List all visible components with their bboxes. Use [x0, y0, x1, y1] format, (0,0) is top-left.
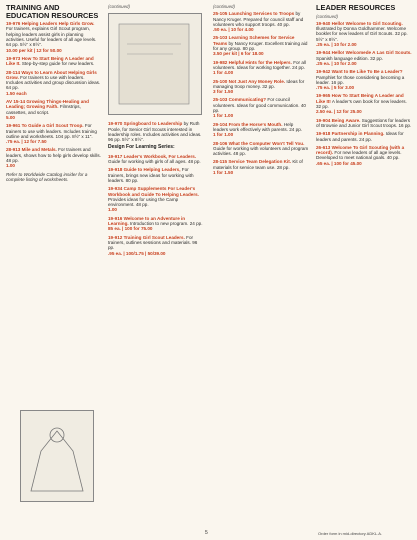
item-code: 19-934 — [108, 186, 123, 192]
catalog-item — [108, 186, 204, 212]
item-title: Mile and Metals. — [21, 147, 57, 153]
item-price: 1 for 1.50 — [213, 170, 234, 176]
item-description: Spanish language edition. 32 pp. — [316, 55, 383, 61]
item-price: .50 ea. | 10 for 4.00 — [213, 27, 254, 33]
column-leader-resources — [316, 4, 412, 169]
catalog-item — [6, 147, 102, 168]
item-code: 28-106 — [213, 140, 228, 146]
item-description: Filmstrips, cassettes, and script. — [6, 104, 81, 115]
item-code: 19-944 — [316, 50, 331, 56]
item-description: Introduction to new program. 24 pp. — [129, 221, 203, 227]
item-code: 19-904 — [316, 117, 331, 123]
catalog-note: Refer to Worldwide Catalog insider for a complete listing of worksheets. — [6, 171, 88, 182]
item-code: 19-982 — [213, 59, 228, 65]
item-title: Welcome to an Adventure in Learning. — [108, 215, 186, 227]
item-title: Hello! Welcome to Girl Scouting. — [331, 20, 403, 26]
item-title: Training Girl Scout Leaders. — [123, 234, 185, 240]
item-price: 85 ea. | 100 for 75.00 — [108, 226, 153, 232]
items-list — [6, 21, 102, 168]
item-description: by Nancy Kruger. Prepared for council staff and volunteers who support troops. 40 pp. — [213, 11, 304, 27]
item-code: 19-918 — [108, 167, 123, 173]
catalog-item — [6, 70, 102, 96]
catalog-item — [316, 21, 412, 47]
section-title: LEADER RESOURCES — [316, 3, 396, 12]
item-price: 1.00 — [6, 163, 15, 169]
item-code: 25-103 — [213, 35, 228, 41]
catalog-item — [213, 141, 309, 157]
catalog-item — [6, 99, 102, 120]
item-code: 28-114 — [6, 69, 21, 75]
item-description: For trainers to use with leaders. Includes training outline and worksheets. 104 pp. 8½" x 11". — [6, 123, 97, 139]
item-title: From the Horse's Mouth. — [228, 121, 283, 127]
item-price: .25 ea. | 10 for 2.00 — [316, 60, 357, 66]
catalog-item — [213, 97, 309, 118]
catalog-item — [316, 145, 412, 166]
item-price: .75 ea. | 5 for 3.00 — [316, 85, 355, 91]
item-code: 19-965 — [316, 93, 331, 99]
item-price: .25 ea. | 10 for 2.00 — [316, 42, 357, 48]
item-title: Springboard to Leadership — [123, 121, 183, 127]
item-description: Guide for working with volunteers and program activities. 48 pp. — [213, 145, 309, 157]
item-title: Learning Schemes for Service Teams — [213, 35, 295, 46]
series-subhead: Design For Learning Series: — [108, 144, 175, 151]
catalog-item — [213, 11, 309, 32]
item-title: How To Start Being A Leader and Like It. — [6, 55, 94, 67]
item-price: 3 for 1.50 — [213, 89, 234, 95]
item-price: 1.00 — [108, 207, 117, 213]
catalog-item — [316, 131, 412, 142]
item-description: For council volunteers. Ideas for good communication. 40 pp. — [213, 97, 306, 114]
catalog-item — [108, 121, 204, 142]
item-code: 19-912 — [108, 234, 123, 240]
item-code: 19-973 — [6, 55, 21, 61]
catalog-item — [108, 154, 204, 165]
catalog-item — [108, 235, 204, 256]
item-code: 28-913 — [6, 147, 21, 153]
item-description: Ideas for managing troop money. 32 pp. — [213, 78, 305, 89]
catalog-item — [108, 167, 204, 183]
item-description: For trainers, brings new ideas for working with leaders. 80 pp. — [108, 167, 194, 183]
item-title: Being Aware. — [331, 117, 361, 123]
catalog-item — [213, 35, 309, 56]
item-description: For trainers, explains Girl Scout program, helping leaders assist girls in planning activities. Useful for leaders of all age levels. 64 pp. 5½" x 8½". — [6, 26, 97, 48]
item-title: Service Team Delegation Kit. — [228, 159, 292, 165]
item-price: 1 for 1.00 — [213, 132, 234, 138]
item-title: Ways to Learn About Helping Girls Grow. — [6, 69, 97, 80]
continued-label: (continued) — [316, 13, 338, 19]
catalog-item — [6, 21, 102, 53]
book-cover-image — [108, 13, 202, 115]
item-code: 25-103 — [213, 97, 228, 103]
item-title: Camp Supplements For Leader's Workbook and Guide To Helping Leaders. — [108, 186, 199, 197]
catalog-item — [213, 60, 309, 76]
page-number: 5 — [205, 530, 208, 536]
item-title: What the Computer Won't Tell You. — [228, 140, 305, 146]
catalog-item — [316, 50, 412, 66]
item-description: Help leaders work effectively with parents. 24 pp. — [213, 121, 303, 132]
catalog-item — [6, 123, 102, 144]
item-price: 2.50 ea. | 12 for 25.00 — [316, 109, 362, 115]
item-description: Provides ideas for using the Camp environment. 48 pp. — [108, 196, 179, 208]
item-description: For all volunteers. Ideas for working together. 24 pp. — [213, 59, 306, 70]
items-list — [316, 21, 412, 166]
item-price: 1 for 1.00 — [213, 113, 234, 119]
item-code: 19-916 — [108, 215, 123, 221]
column-training-continued — [108, 4, 204, 259]
catalog-item — [316, 93, 412, 114]
item-description: A leader's own book for new leaders. 32 pp. — [316, 98, 407, 110]
item-title: Helpful Hints for the Helpers. — [228, 59, 292, 65]
item-title: How To Start Being A Leader and Like It! — [316, 93, 404, 104]
item-code: 19-970 — [108, 121, 123, 127]
section-title: TRAINING AND EDUCATION RESOURCES — [6, 3, 99, 20]
column-training-resources — [6, 4, 102, 185]
item-description: Suggestions for leaders of Brownie and Junior Girl Scout troops. 16 pp. — [316, 117, 412, 128]
item-price: 10.00 per kit | 12 for 50.00 — [6, 47, 62, 53]
item-price: 5.00 — [6, 114, 15, 120]
page-footer: Order form in mid-directory ADKL.A. — [318, 531, 383, 536]
item-title: Launching Services to Troops — [228, 11, 295, 17]
item-description: Illustrated by Donna Goldhammer. Welcome booklet for new leaders of Girl Scouts. 32 pp. 5½" x 8½". — [316, 26, 408, 42]
item-title: Partnership in Planning. — [331, 131, 385, 137]
item-description: by Nancy Kruger. Excellent training aid for any group. 80 pp. — [213, 40, 308, 52]
column-service-resources — [213, 4, 309, 178]
continued-label: (continued) — [108, 4, 130, 9]
item-price: 1 for 4.00 — [213, 70, 234, 76]
catalog-item — [316, 118, 412, 129]
illustration-sketch — [20, 410, 94, 502]
item-description: Ideas for leaders and parents. 24 pp. — [316, 131, 404, 142]
item-title: Welcome To Girl Scouting (with a record). — [316, 144, 405, 156]
catalog-item — [108, 216, 204, 232]
item-title: Hello! Welcomede A Las Girl Scouts. — [331, 50, 412, 56]
catalog-item — [6, 56, 102, 67]
catalog-item — [213, 159, 309, 175]
item-code: 19-940 — [316, 20, 331, 26]
item-title: Not Just Any Money Role. — [228, 78, 286, 84]
item-title: Guide to Helping Leaders, — [123, 167, 181, 173]
item-code: 28-115 — [213, 159, 228, 165]
item-description: For trainers to use with leaders. Includes activities and group discussion ideas. 64 pp. — [6, 74, 101, 91]
item-code: 19-976 — [6, 21, 21, 27]
items-list — [213, 11, 309, 175]
item-title: To Guide a Girl Scout Troop. — [21, 123, 84, 129]
item-title: Growing Things-Healing and Leading; Growing Faith. — [6, 99, 89, 110]
item-code: 25-105 — [213, 11, 228, 17]
catalog-item — [213, 79, 309, 95]
item-price: .95 ea. | 100/1.75 | 50/39.00 — [108, 250, 166, 256]
item-price: .65 ea. | 100 for 45.00 — [316, 160, 362, 166]
catalog-item — [316, 69, 412, 90]
item-code: 19-942 — [316, 69, 331, 75]
item-code: 26-613 — [316, 144, 331, 150]
item-description: For new leaders of all age levels. Developed to meet national goals. 40 pp. — [316, 150, 402, 161]
item-code: 19-961 — [6, 123, 21, 129]
item-description: For trainers, outlines sessions and materials. 96 pp. — [108, 234, 198, 251]
item-price: 3.50 per kit | 6 for 18.00 — [213, 51, 264, 57]
item-code: 25-100 — [213, 78, 228, 84]
series-items-list — [108, 154, 204, 256]
item-description: Guide for working with girls of all ages. 48 pp. — [108, 159, 201, 165]
item-code: AV 15-14 — [6, 99, 26, 105]
item-description: Step-by-step guide for new leaders. — [21, 61, 95, 67]
catalog-item — [213, 122, 309, 138]
item-code: 29-104 — [213, 121, 228, 127]
item-description: by Ruth Poole, for Senior Girl Scouts interested in leadership roles. Includes activities and ideas. 96 pp. 5½" x 8½". — [108, 121, 202, 143]
item-price: 1.50 each — [6, 90, 27, 96]
item-price: .75 ea. | 12 for 7.50 — [6, 139, 47, 145]
item-code: 19-918 — [316, 131, 331, 137]
continued-label: (continued) — [213, 4, 235, 9]
item-title: Want to Be Like To Be a Leader? — [331, 69, 403, 75]
items-list — [108, 121, 204, 142]
item-description: Pamphlet for those considering becoming a leader. 16 pp. — [316, 74, 405, 85]
item-description: For trainers and leaders, shows how to help girls develop skills. 48 pp. — [6, 147, 101, 164]
item-title: Helping Leaders Help Girls Grow. — [21, 21, 95, 27]
item-code: 19-917 — [108, 153, 123, 159]
item-description: Kit of materials for service team use. 28 pp. — [213, 159, 303, 170]
item-title: Leader's Workbook, For Leaders. — [123, 153, 197, 159]
item-title: Communicating? — [228, 97, 267, 103]
